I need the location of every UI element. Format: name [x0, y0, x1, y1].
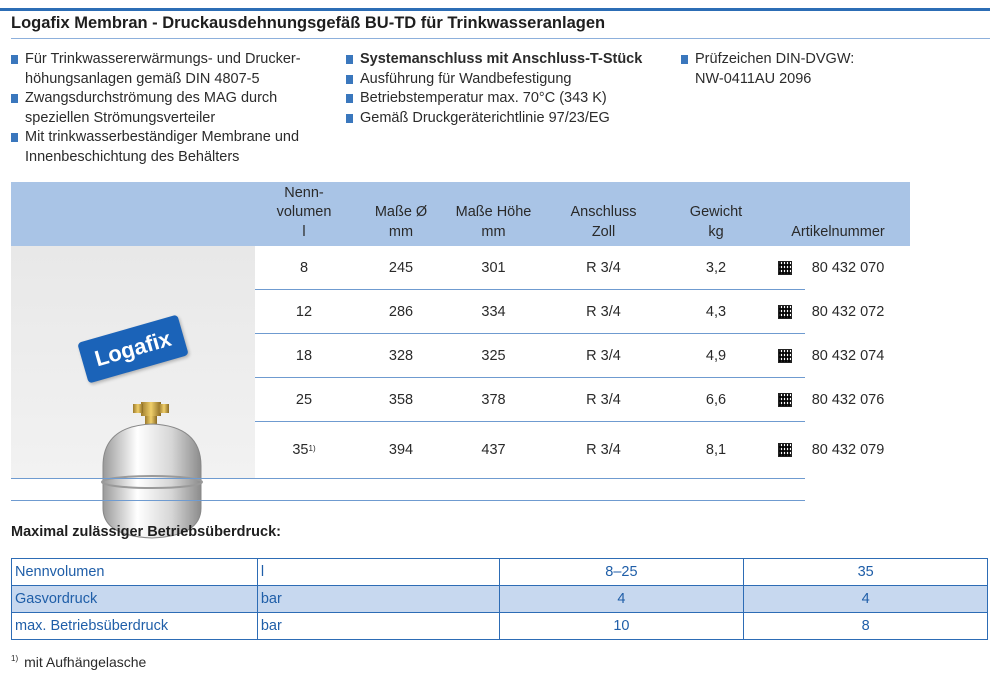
cell-hoehe	[441, 378, 546, 422]
cell-gewicht	[671, 246, 761, 290]
cell-gewicht	[671, 422, 761, 478]
footnote-ref: 1)	[308, 443, 316, 453]
header-text: Anschluss	[570, 204, 637, 220]
cell-anschluss-value: R 3/4	[586, 348, 621, 364]
header-hoehe	[441, 182, 546, 246]
cell-anschluss	[556, 290, 651, 334]
cell-volumen	[255, 290, 353, 334]
header-text: l	[302, 223, 306, 240]
cell-hoehe	[441, 334, 546, 378]
cell-gewicht	[671, 378, 761, 422]
cell-artikel-value: 80 432 070	[811, 260, 885, 276]
feature-text: Gemäß Druckgeräterichtlinie 97/23/EG	[360, 109, 610, 126]
cell-anschluss-value: R 3/4	[586, 442, 621, 458]
bullet-square-icon	[346, 55, 353, 64]
footnote-text: mit Aufhängelasche	[24, 654, 147, 670]
header-text: Zoll	[591, 223, 616, 240]
cell-durchmesser	[356, 378, 446, 422]
feature-item	[11, 89, 326, 128]
cell-gewicht-value: 8,1	[705, 442, 727, 458]
feature-list-2	[346, 50, 666, 128]
cell-volumen	[255, 246, 353, 290]
bullet-square-icon	[346, 94, 353, 103]
header-text: kg	[708, 223, 724, 240]
datamatrix-code-icon	[771, 334, 799, 378]
bullet-square-icon	[11, 133, 18, 142]
header-text: mm	[388, 223, 414, 240]
pressure-row	[12, 559, 988, 586]
cell-volumen	[255, 422, 353, 478]
datamatrix-code-icon	[771, 246, 799, 290]
cell-hoehe	[441, 290, 546, 334]
header-text: mm	[481, 223, 506, 240]
header-text: Maße Ø	[374, 204, 428, 220]
pressure-cell-v1: 4	[499, 586, 744, 613]
header-text: Nenn-	[284, 184, 324, 201]
table-row	[255, 246, 910, 290]
feature-text: Prüfzeichen DIN-DVGW: NW-0411AU 2096	[695, 51, 855, 87]
cell-hoehe	[441, 246, 546, 290]
feature-list-3	[681, 50, 881, 89]
bullet-square-icon	[346, 114, 353, 123]
pressure-title: Maximal zulässiger Betriebsüberdruck:	[11, 524, 281, 540]
cell-volumen-value: 18	[295, 348, 313, 364]
datamatrix-code-icon	[771, 422, 799, 478]
feature-text: Für Trinkwassererwärmungs- und Drucker-höhungsanlagen gemäß DIN 4807-5	[25, 51, 301, 87]
cell-gewicht-value: 4,3	[705, 304, 727, 320]
header-nennvolumen	[255, 182, 353, 246]
cell-hoehe-value: 325	[481, 348, 506, 364]
cell-durchmesser	[356, 290, 446, 334]
cell-artikel	[799, 334, 897, 378]
feature-item	[11, 50, 326, 89]
cell-volumen-value: 25	[295, 392, 313, 408]
header-gewicht	[671, 182, 761, 246]
datamatrix-icon	[778, 305, 792, 319]
cell-artikel	[799, 290, 897, 334]
feature-item	[346, 70, 666, 90]
pressure-row	[12, 613, 988, 640]
datamatrix-icon	[778, 443, 792, 457]
cell-artikel	[799, 378, 897, 422]
feature-item	[346, 89, 666, 109]
footnote-mark: 1)	[11, 654, 19, 663]
header-durchmesser	[356, 182, 446, 246]
feature-list-1	[11, 50, 326, 167]
table-row	[255, 422, 910, 478]
cell-gewicht	[671, 334, 761, 378]
cell-anschluss-value: R 3/4	[586, 392, 621, 408]
pressure-cell-v1: 10	[499, 613, 744, 640]
cell-artikel-value: 80 432 079	[811, 442, 885, 458]
product-image-cell	[11, 246, 255, 478]
footnote	[11, 654, 146, 670]
cell-volumen	[255, 334, 353, 378]
header-text: Gewicht	[689, 204, 743, 220]
table-row	[255, 290, 910, 334]
cell-volumen-value: 8	[299, 260, 309, 276]
feature-text: Systemanschluss mit Anschluss-T-Stück	[360, 51, 643, 67]
cell-anschluss	[556, 422, 651, 478]
datamatrix-icon	[778, 349, 792, 363]
cell-hoehe-value: 437	[481, 442, 506, 458]
pressure-row	[12, 586, 988, 613]
table-row	[255, 378, 910, 422]
table-row	[255, 334, 910, 378]
pressure-cell-v2: 35	[744, 559, 988, 586]
page-title: Logafix Membran - Druckausdehnungsgefäß BU-TD für Trinkwasseranlagen	[11, 14, 606, 32]
feature-item	[346, 50, 666, 70]
cell-durchmesser-value: 328	[388, 348, 414, 364]
logafix-logo: Logafix	[77, 314, 189, 383]
header-text: Maße Höhe	[455, 204, 532, 220]
cell-anschluss	[556, 246, 651, 290]
header-anschluss	[556, 182, 651, 246]
pressure-cell-unit: l	[257, 559, 499, 586]
title-underline	[11, 38, 990, 39]
cell-gewicht-value: 3,2	[705, 260, 727, 276]
cell-artikel-value: 80 432 076	[811, 392, 885, 408]
feature-item	[11, 128, 326, 167]
header-text: volumen	[276, 204, 332, 220]
bullet-square-icon	[11, 94, 18, 103]
cell-volumen-value: 35	[292, 442, 309, 458]
pressure-cell-label: Gasvordruck	[12, 586, 258, 613]
pressure-cell-label: Nennvolumen	[12, 559, 258, 586]
cell-durchmesser	[356, 422, 446, 478]
cell-gewicht-value: 6,6	[705, 392, 727, 408]
table-rule	[11, 500, 805, 501]
pressure-cell-v2: 4	[744, 586, 988, 613]
feature-item	[681, 50, 881, 89]
datamatrix-code-icon	[771, 378, 799, 422]
feature-text: Ausführung für Wandbefestigung	[360, 70, 572, 87]
cell-anschluss	[556, 334, 651, 378]
cell-artikel	[799, 246, 897, 290]
cell-hoehe	[441, 422, 546, 478]
datamatrix-code-icon	[771, 290, 799, 334]
cell-artikel-value: 80 432 074	[811, 348, 885, 364]
pressure-cell-unit: bar	[257, 613, 499, 640]
cell-durchmesser-value: 358	[388, 392, 414, 408]
pressure-cell-v1: 8–25	[499, 559, 744, 586]
cell-hoehe-value: 378	[481, 392, 506, 408]
cell-hoehe-value: 301	[481, 260, 506, 276]
feature-text: Mit trinkwasserbeständiger Membrane und Innenbeschichtung des Behälters	[25, 129, 300, 165]
bullet-square-icon	[346, 75, 353, 84]
expansion-vessel-image	[95, 396, 209, 544]
cell-hoehe-value: 334	[481, 304, 506, 320]
cell-gewicht-value: 4,9	[705, 348, 727, 364]
cell-anschluss-value: R 3/4	[586, 304, 621, 320]
header-text: Artikelnummer	[791, 223, 885, 240]
pressure-cell-unit: bar	[257, 586, 499, 613]
cell-volumen-value: 12	[295, 304, 313, 320]
feature-text: Zwangsdurchströmung des MAG durch speziellen Strömungsverteiler	[25, 90, 278, 126]
pressure-table	[11, 558, 988, 640]
cell-durchmesser-value: 245	[388, 260, 414, 276]
cell-durchmesser	[356, 334, 446, 378]
datamatrix-icon	[778, 393, 792, 407]
top-rule	[0, 8, 990, 11]
bullet-square-icon	[681, 55, 688, 64]
header-artikel	[779, 182, 897, 246]
cell-artikel	[799, 422, 897, 478]
table-rule	[11, 478, 805, 479]
cell-durchmesser-value: 286	[388, 304, 414, 320]
cell-gewicht	[671, 290, 761, 334]
cell-anschluss-value: R 3/4	[586, 260, 621, 276]
feature-text: Betriebstemperatur max. 70°C (343 K)	[360, 90, 607, 106]
cell-anschluss	[556, 378, 651, 422]
cell-durchmesser	[356, 246, 446, 290]
cell-artikel-value: 80 432 072	[811, 304, 885, 320]
datamatrix-icon	[778, 261, 792, 275]
pressure-cell-v2: 8	[744, 613, 988, 640]
cell-durchmesser-value: 394	[388, 442, 414, 458]
product-table-header	[11, 182, 910, 246]
pressure-cell-label: max. Betriebsüberdruck	[12, 613, 258, 640]
cell-volumen	[255, 378, 353, 422]
feature-item	[346, 109, 666, 129]
bullet-square-icon	[11, 55, 18, 64]
